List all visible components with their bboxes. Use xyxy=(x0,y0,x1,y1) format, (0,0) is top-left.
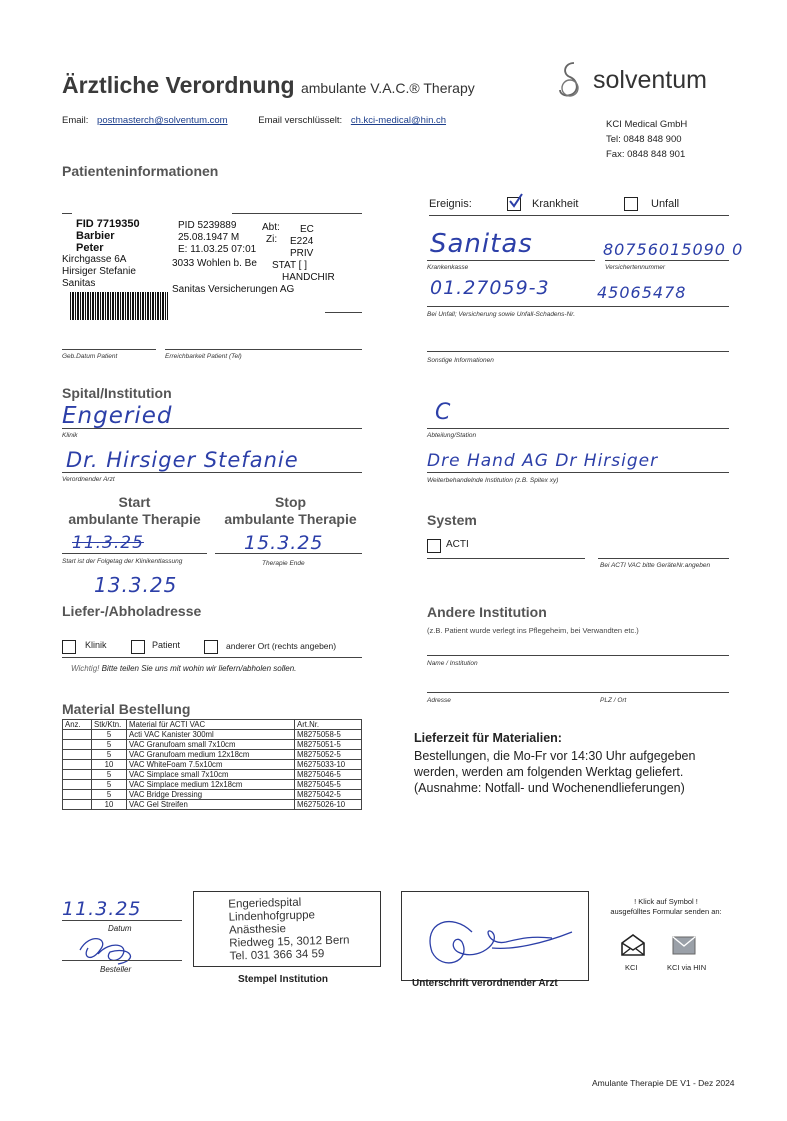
stempel-label: Stempel Institution xyxy=(238,974,328,985)
material-row xyxy=(63,730,362,740)
sticker-city: 3033 Wohlen b. Be xyxy=(172,258,257,269)
stamp-line-1: Engeriedspital xyxy=(228,896,302,911)
material-name-cell: VAC Granufoam medium 12x18cm xyxy=(127,750,295,760)
lieferzeit-text xyxy=(414,748,695,796)
start-correction-hand: 13.3.25 xyxy=(94,573,178,597)
versnr-label: Versichertennummer xyxy=(605,264,666,271)
patient-section-title: Patienteninformationen xyxy=(62,163,219,179)
extra-hand-2: 45065478 xyxy=(597,283,687,302)
andere-adresse-label: Adresse xyxy=(427,697,451,704)
material-section-title: Material Bestellung xyxy=(62,701,191,717)
kci-hin-mail-icon[interactable] xyxy=(671,933,697,957)
liefer-section-title: Liefer-/Abholadresse xyxy=(62,603,202,619)
abteilung-hand: C xyxy=(435,400,452,425)
ereignis-label: Ereignis: xyxy=(429,198,472,210)
stk-cell: 10 xyxy=(92,760,127,770)
sticker-dob: 25.08.1947 M xyxy=(178,232,240,243)
email-link[interactable]: postmasterch@solventum.com xyxy=(97,115,228,126)
stamp-line-3: Anästhesie xyxy=(228,923,287,937)
liefer-hint xyxy=(71,664,296,673)
stop-date-hand: 15.3.25 xyxy=(244,532,324,554)
stop-label: Therapie Ende xyxy=(262,560,305,567)
klinik-label: Klinik xyxy=(62,432,78,439)
anz-cell[interactable] xyxy=(63,790,92,800)
artnr-cell: M8275052-5 xyxy=(295,750,362,760)
stk-cell: 5 xyxy=(92,770,127,780)
unfall-label: Unfall xyxy=(651,198,680,210)
material-name-cell: Acti VAC Kanister 300ml xyxy=(127,730,295,740)
liefer-patient-checkbox[interactable] xyxy=(131,638,145,656)
anz-cell[interactable] xyxy=(63,780,92,790)
sonstige-label: Sonstige Informationen xyxy=(427,357,494,364)
kci-hin-label: KCI via HIN xyxy=(667,963,707,972)
company-fax: Fax: 0848 848 901 xyxy=(606,149,686,160)
besteller-label: Besteller xyxy=(100,965,132,974)
lieferzeit-title: Lieferzeit für Materialien: xyxy=(414,731,562,745)
anz-cell[interactable] xyxy=(63,740,92,750)
versnr-hand: 80756015090 0 xyxy=(603,240,744,259)
stamp-line-4: Riedweg 15, 3012 Bern xyxy=(229,934,350,950)
krankenkasse-hand: Sanitas xyxy=(430,229,533,259)
klinik-hand: Engeried xyxy=(62,403,173,429)
krankheit-label: Krankheit xyxy=(532,198,579,210)
material-row xyxy=(63,750,362,760)
email-enc-label: Email verschlüsselt: xyxy=(258,115,343,126)
material-row xyxy=(63,740,362,750)
andere-section-title: Andere Institution xyxy=(427,604,547,620)
col-material: Material für ACTI VAC xyxy=(127,720,295,730)
artnr-cell: M8275051-5 xyxy=(295,740,362,750)
abteilung-label: Abteilung/Station xyxy=(427,432,477,439)
unterschrift-label: Unterschrift verordnender Arzt xyxy=(412,978,558,989)
material-name-cell: VAC Bridge Dressing xyxy=(127,790,295,800)
arzt-hand: Dr. Hirsiger Stefanie xyxy=(66,448,299,472)
version-label: Amulante Therapie DE V1 - Dez 2024 xyxy=(592,1078,735,1088)
extra-hand-1: 01.27059-3 xyxy=(430,277,550,299)
lieferzeit-l2: werden, werden am folgenden Werktag geliefert. xyxy=(414,765,684,779)
stop-heading-2: ambulante Therapie xyxy=(224,511,357,527)
liefer-klinik-label: Klinik xyxy=(85,640,107,650)
email-enc-link[interactable]: ch.kci-medical@hin.ch xyxy=(350,115,447,126)
anz-cell[interactable] xyxy=(63,800,92,810)
artnr-cell: M6275026-10 xyxy=(295,800,362,810)
datum-hand: 11.3.25 xyxy=(62,898,142,920)
sticker-pid: PID 5239889 xyxy=(178,220,237,231)
company-info xyxy=(606,117,687,162)
material-row xyxy=(63,790,362,800)
sticker-abt-val: EC xyxy=(300,224,314,235)
material-name-cell: VAC Gel Streifen xyxy=(127,800,295,810)
spital-section-title: Spital/Institution xyxy=(62,385,172,401)
start-date-hand: 11.3.25 xyxy=(72,533,144,553)
stamp-line-5: Tel. 031 366 34 59 xyxy=(229,948,325,963)
material-row xyxy=(63,780,362,790)
sticker-insurer-full: Sanitas Versicherungen AG xyxy=(172,284,295,295)
anz-cell[interactable] xyxy=(63,730,92,740)
material-name-cell: VAC Simplace small 7x10cm xyxy=(127,770,295,780)
stk-cell: 5 xyxy=(92,740,127,750)
stk-cell: 5 xyxy=(92,780,127,790)
kci-label: KCI xyxy=(625,963,638,972)
stk-cell: 5 xyxy=(92,730,127,740)
weiter-label: Weiterbehandelnde Institution (z.B. Spitex xy) xyxy=(427,477,559,484)
sticker-fid: FID 7719350 xyxy=(76,218,140,230)
krankenkasse-label: Krankenkasse xyxy=(427,264,469,271)
start-heading-2: ambulante Therapie xyxy=(68,511,201,527)
liefer-anderer-checkbox[interactable] xyxy=(204,638,218,656)
logo-text: solventum xyxy=(593,66,707,94)
artnr-cell: M6275033-10 xyxy=(295,760,362,770)
acti-label: ACTI xyxy=(446,539,469,550)
company-name: KCI Medical GmbH xyxy=(606,119,688,130)
sticker-lastname: Barbier xyxy=(76,230,115,242)
stk-cell: 5 xyxy=(92,790,127,800)
col-anz: Anz. xyxy=(63,720,92,730)
liefer-patient-label: Patient xyxy=(152,640,181,650)
title-sub: ambulante V.A.C.® Therapy xyxy=(300,80,475,96)
sticker-entry: E: 11.03.25 07:01 xyxy=(178,244,257,255)
material-header-row xyxy=(63,720,362,730)
anz-cell[interactable] xyxy=(63,750,92,760)
stop-heading-1: Stop xyxy=(274,494,307,510)
liefer-hint-bold: Wichtig! xyxy=(71,664,100,673)
lieferzeit-l3: (Ausnahme: Notfall- und Wochenendlieferungen) xyxy=(414,781,685,795)
material-name-cell: VAC WhiteFoam 7.5x10cm xyxy=(127,760,295,770)
start-heading xyxy=(62,494,207,528)
start-heading-1: Start xyxy=(118,494,151,510)
acti-checkbox[interactable] xyxy=(427,537,441,555)
tel-label: Erreichbarkeit Patient (Tel) xyxy=(165,353,242,360)
material-name-cell: VAC Simplace medium 12x18cm xyxy=(127,780,295,790)
artnr-cell: M8275058-5 xyxy=(295,730,362,740)
artnr-cell: M8275045-5 xyxy=(295,780,362,790)
kci-mail-icon[interactable] xyxy=(620,933,646,957)
material-table xyxy=(62,719,362,810)
klick-line-2: ausgefülltes Formular senden an: xyxy=(610,907,722,916)
sticker-firstname: Peter xyxy=(76,242,104,254)
andere-plz-label: PLZ / Ort xyxy=(600,697,627,704)
liefer-hint-text: Bitte teilen Sie uns mit wohin wir liefern/abholen sollen. xyxy=(99,664,297,673)
title-main: Ärztliche Verordnung xyxy=(62,72,295,98)
barcode xyxy=(70,292,168,320)
system-section-title: System xyxy=(427,512,477,528)
sticker-doctor: Hirsiger Stefanie xyxy=(62,266,136,277)
artnr-cell: M8275042-5 xyxy=(295,790,362,800)
col-artnr: Art.Nr. xyxy=(295,720,362,730)
solventum-logo-icon xyxy=(556,60,586,102)
geb-label: Geb.Datum Patient xyxy=(62,353,118,360)
sticker-stat: STAT [ ] xyxy=(272,260,308,271)
sticker-street: Kirchgasse 6A xyxy=(62,254,127,265)
sticker-zi: Zi: xyxy=(266,234,278,245)
anz-cell[interactable] xyxy=(63,760,92,770)
stamp-box xyxy=(193,891,381,967)
andere-name-label: Name / Institution xyxy=(427,660,478,667)
col-stk: Stk/Ktn. xyxy=(92,720,127,730)
unfall-checkbox[interactable] xyxy=(624,195,638,213)
anz-cell[interactable] xyxy=(63,770,92,780)
sticker-insurer: Sanitas xyxy=(62,278,96,289)
stk-cell: 10 xyxy=(92,800,127,810)
company-tel: Tel: 0848 848 900 xyxy=(606,134,682,145)
arzt-signature-icon xyxy=(422,912,582,982)
unfall-info-label: Bei Unfall; Versicherung sowie Unfall-Schadens-Nr. xyxy=(427,311,575,318)
send-hint xyxy=(596,897,736,917)
datum-label: Datum xyxy=(108,924,132,933)
material-row xyxy=(63,760,362,770)
signature-box xyxy=(401,891,589,981)
material-name-cell: VAC Granufoam small 7x10cm xyxy=(127,740,295,750)
liefer-klinik-checkbox[interactable] xyxy=(62,638,76,656)
stop-heading xyxy=(218,494,363,528)
arzt-label: Verordnender Arzt xyxy=(62,476,115,483)
stk-cell: 5 xyxy=(92,750,127,760)
check-mark-icon xyxy=(508,193,524,209)
sticker-priv: PRIV xyxy=(290,248,314,259)
email-row xyxy=(62,115,446,126)
weiter-hand: Dre Hand AG Dr Hirsiger xyxy=(427,451,659,471)
lieferzeit-l1: Bestellungen, die Mo-Fr vor 14:30 Uhr aufgegeben xyxy=(414,749,696,763)
sticker-zi-val: E224 xyxy=(290,236,314,247)
sticker-handchir: HANDCHIR xyxy=(282,272,335,283)
liefer-anderer-label: anderer Ort (rechts angeben) xyxy=(226,641,337,651)
stamp-line-2: Lindenhofgruppe xyxy=(228,909,316,924)
material-row xyxy=(63,770,362,780)
stamp-text xyxy=(228,895,350,963)
form-title xyxy=(62,72,475,99)
artnr-cell: M8275046-5 xyxy=(295,770,362,780)
email-label: Email: xyxy=(62,115,89,126)
krankheit-checkbox[interactable] xyxy=(507,195,521,213)
acti-geraet-label: Bei ACTI VAC bitte GeräteNr.angeben xyxy=(600,562,711,569)
andere-hint: (z.B. Patient wurde verlegt ins Pflegeheim, bei Verwandten etc.) xyxy=(427,626,639,635)
klick-line-1: ! Klick auf Symbol ! xyxy=(634,897,698,906)
start-label: Start ist der Folgetag der Klinikentlassung xyxy=(62,558,183,565)
material-row xyxy=(63,800,362,810)
sticker-abt: Abt: xyxy=(262,222,280,233)
